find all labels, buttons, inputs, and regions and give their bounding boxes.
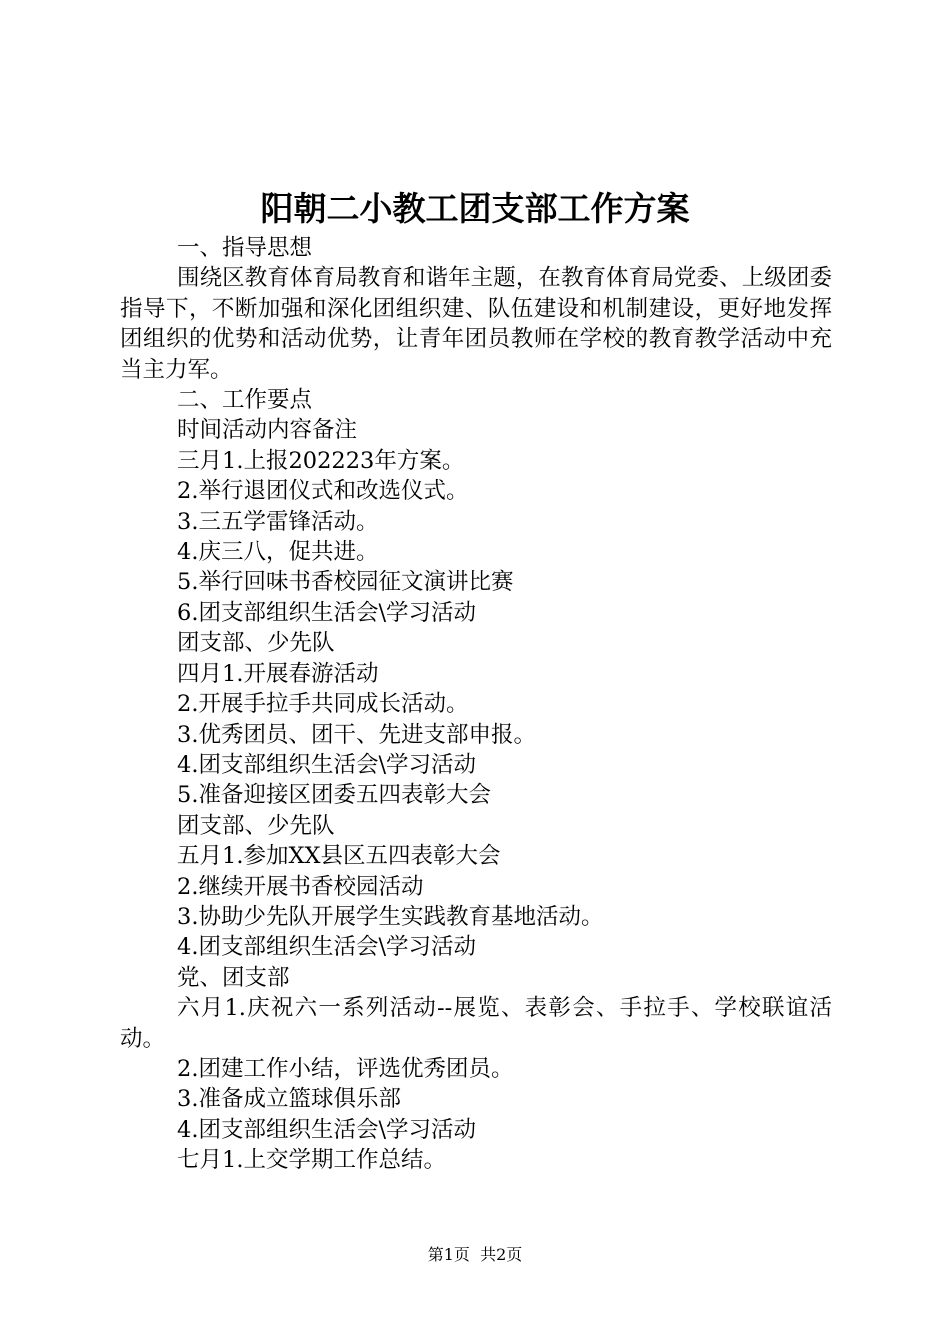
list-item: 2.开展手拉手共同成长活动。 (177, 691, 469, 718)
list-item: 6.团支部组织生活会\学习活动 (177, 599, 477, 626)
list-item: 4.团支部组织生活会\学习活动 (177, 751, 477, 778)
paragraph: 围绕区教育体育局教育和谐年主题，在教育体育局党委、上级团委指导下，不断加强和深化团组织建、队伍建设和机制建设，更好地发挥团组织的优势和活动优势，让青年团员教师在学校的教育教学活动中充当主力军。 (120, 265, 832, 383)
page-total: 共2页 (480, 1245, 523, 1264)
page-footer (0, 1244, 950, 1266)
list-item: 六月1.庆祝六一系列活动--展览、表彰会、手拉手、学校联谊活动。 (120, 995, 832, 1052)
document-body (120, 233, 832, 1176)
section-heading: 二、工作要点 (177, 387, 313, 414)
list-item: 5.举行回味书香校园征文演讲比赛 (177, 569, 514, 596)
list-item: 团支部、少先队 (177, 812, 335, 839)
page-number: 第1页 (427, 1245, 470, 1264)
list-item: 3.优秀团员、团干、先进支部申报。 (177, 721, 536, 748)
list-item: 党、团支部 (177, 964, 290, 991)
list-item: 七月1.上交学期工作总结。 (177, 1147, 446, 1174)
list-item: 2.继续开展书香校园活动 (177, 873, 424, 900)
list-item: 4.团支部组织生活会\学习活动 (177, 1116, 477, 1143)
list-item: 3.协助少先队开展学生实践教育基地活动。 (177, 903, 604, 930)
list-item: 团支部、少先队 (177, 630, 335, 657)
list-item: 5.准备迎接区团委五四表彰大会 (177, 782, 491, 809)
list-item: 时间活动内容备注 (177, 417, 358, 444)
list-item: 4.庆三八，促共进。 (177, 539, 379, 566)
list-item: 4.团支部组织生活会\学习活动 (177, 934, 477, 961)
list-item: 3.准备成立篮球俱乐部 (177, 1086, 401, 1113)
list-item: 五月1.参加XX县区五四表彰大会 (177, 843, 501, 870)
list-item: 3.三五学雷锋活动。 (177, 508, 379, 535)
footer-spacer (470, 1245, 480, 1264)
list-item: 四月1.开展春游活动 (177, 660, 379, 687)
section-heading: 一、指导思想 (177, 235, 313, 261)
document-title: 阳朝二小教工团支部工作方案 (260, 189, 690, 228)
list-item: 2.团建工作小结，评选优秀团员。 (177, 1055, 514, 1082)
list-item: 三月1.上报202223年方案。 (177, 447, 465, 474)
list-item: 2.举行退团仪式和改选仪式。 (177, 478, 469, 505)
